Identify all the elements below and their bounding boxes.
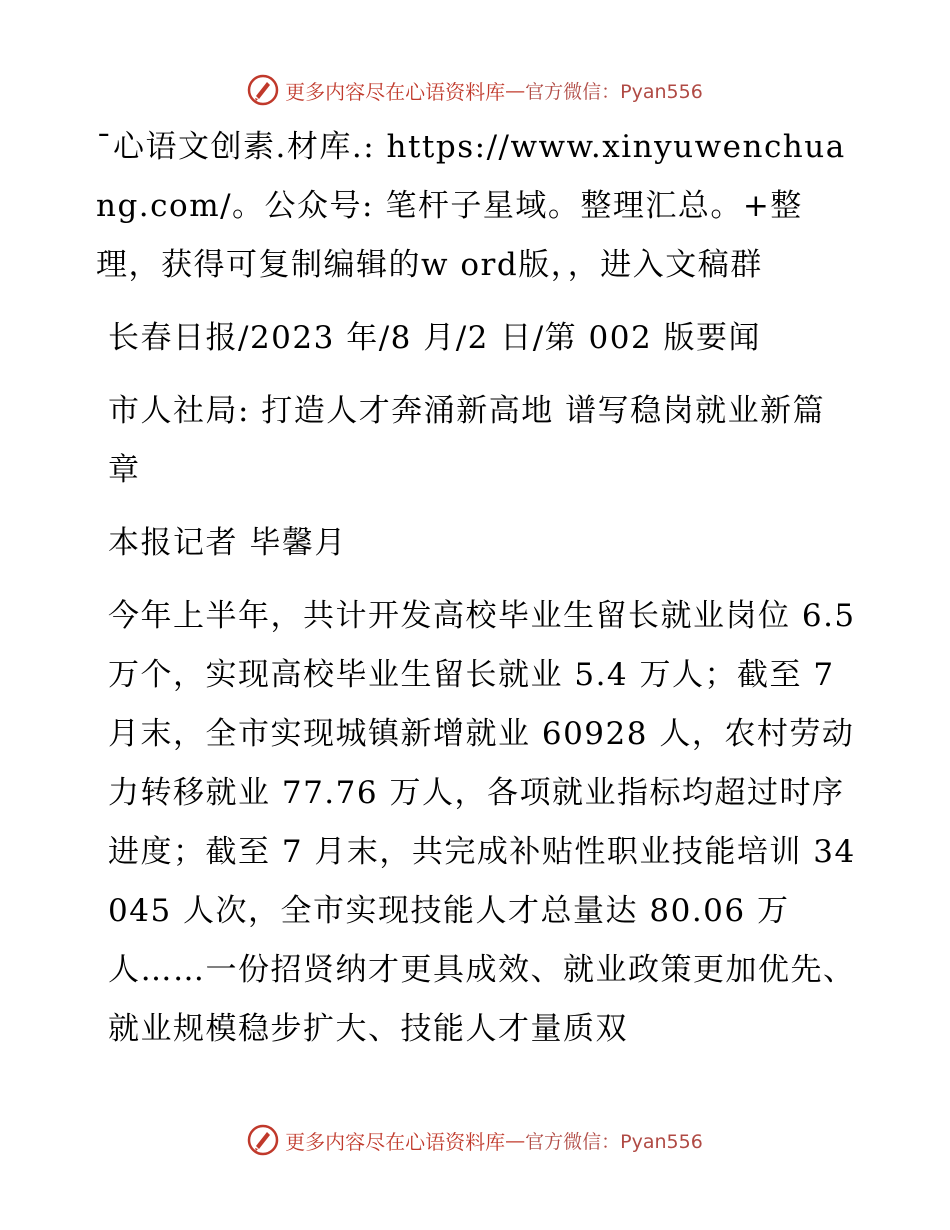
footer-watermark-banner	[0, 1120, 950, 1160]
banner-wechat: 官方微信：Pyan556	[525, 80, 703, 103]
banner-wechat: 官方微信：Pyan556	[525, 1130, 703, 1153]
header-watermark-banner	[0, 70, 950, 110]
banner-dash: —	[505, 1128, 526, 1152]
banner-text: 更多内容尽在心语资料库	[285, 1129, 506, 1154]
intro-paragraph: ¯心语文创素.材库.: https://www.xinyuwenchuang.com/。公众号: 笔杆子星域。整理汇总。+整理，获得可复制编辑的w ord版，，进入文稿群	[96, 129, 846, 283]
body-paragraph: 今年上半年，共计开发高校毕业生留长就业岗位 6.5 万个，实现高校毕业生留长就业 5.4 万人；截至 7 月末，全市实现城镇新增就业 60928 人，农村劳动力转移就业 77.76 万人，各项就业指标均超过时序进度；截至 7 月末，共完成补贴性职业技能培训 34045 人次，全市实现技能人才总量达 80.06 万人……一份招贤纳才更具成效、就业政策更加优先、就业规模稳步扩大、技能人才量质双	[108, 598, 856, 1047]
banner-text: 更多内容尽在心语资料库	[285, 79, 506, 104]
brand-logo-icon	[247, 1124, 279, 1156]
brand-logo-icon	[247, 74, 279, 106]
byline: 本报记者 毕馨月	[108, 525, 347, 561]
article-title: 市人社局: 打造人才奔涌新高地 谱写稳岗就业新篇章	[108, 393, 826, 488]
document-body	[96, 118, 856, 1059]
banner-dash: —	[505, 78, 526, 102]
source-line: 长春日报/2023 年/8 月/2 日/第 002 版要闻	[108, 320, 762, 356]
